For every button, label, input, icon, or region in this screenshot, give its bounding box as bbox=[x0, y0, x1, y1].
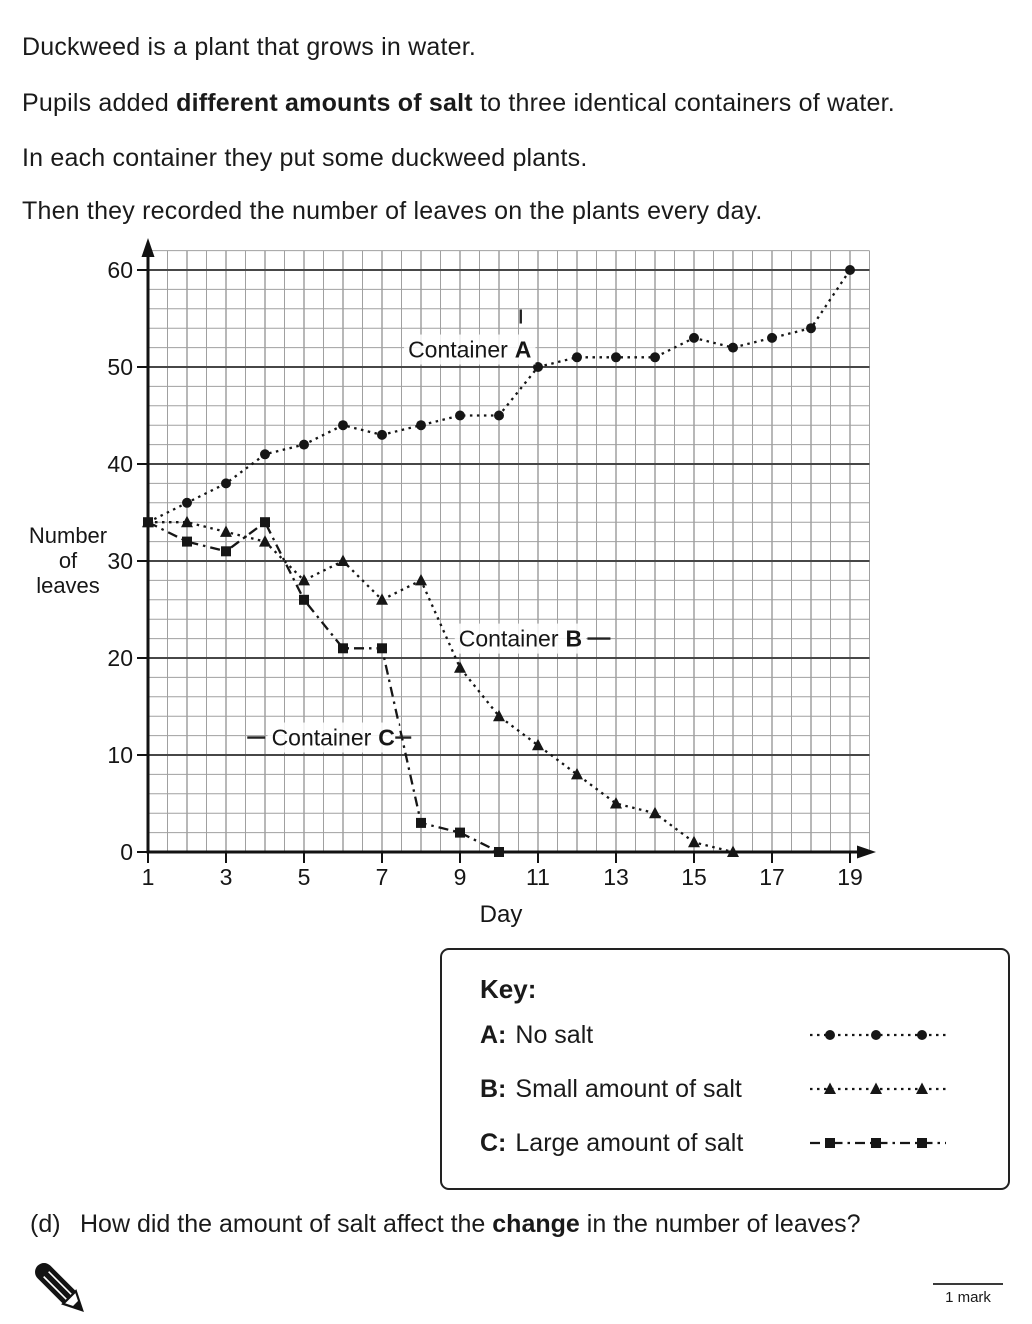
svg-text:1: 1 bbox=[141, 864, 155, 890]
svg-text:5: 5 bbox=[297, 864, 311, 890]
svg-text:9: 9 bbox=[453, 864, 467, 890]
svg-text:11: 11 bbox=[526, 864, 550, 890]
svg-text:3: 3 bbox=[219, 864, 233, 890]
key-title: Key: bbox=[480, 974, 537, 1004]
series-label-a bbox=[404, 310, 535, 365]
question-number: (d) bbox=[30, 1210, 61, 1238]
svg-text:20: 20 bbox=[107, 645, 133, 671]
svg-text:15: 15 bbox=[681, 864, 707, 890]
svg-text:50: 50 bbox=[107, 354, 133, 380]
svg-text:13: 13 bbox=[603, 864, 629, 890]
svg-text:40: 40 bbox=[107, 451, 133, 477]
question-text: How did the amount of salt affect the change in the number of leaves? bbox=[80, 1210, 861, 1238]
y-axis-label: Number bbox=[28, 523, 108, 548]
svg-text:10: 10 bbox=[107, 742, 133, 768]
svg-text:ContainerC: Container C bbox=[271, 724, 395, 751]
svg-text:ContainerB: Container B bbox=[458, 625, 583, 652]
svg-text:30: 30 bbox=[107, 548, 133, 574]
series-c-line-sample-icon bbox=[808, 1132, 948, 1154]
mark-label: 1 mark bbox=[945, 1289, 991, 1306]
svg-text:ContainerA: Container A bbox=[408, 336, 532, 363]
svg-text:7: 7 bbox=[375, 864, 389, 890]
series-a-line-sample-icon bbox=[808, 1024, 948, 1046]
svg-text:0: 0 bbox=[120, 839, 133, 865]
intro-line-4: Then they recorded the number of leaves on the plants every day. bbox=[22, 197, 763, 225]
svg-text:19: 19 bbox=[837, 864, 863, 890]
y-axis-label: of bbox=[58, 548, 78, 573]
chart-key-box bbox=[440, 948, 1010, 1190]
key-row-b: B: Small amount of salt bbox=[480, 1072, 985, 1106]
svg-text:17: 17 bbox=[759, 864, 785, 890]
intro-line-3: In each container they put some duckweed plants. bbox=[22, 144, 588, 172]
x-axis-label: Day bbox=[479, 901, 523, 928]
pencil-icon bbox=[16, 1244, 106, 1324]
intro-line-2: Pupils added different amounts of salt to three identical containers of water. bbox=[22, 89, 895, 117]
question-d bbox=[30, 1210, 861, 1239]
y-axis-label: leaves bbox=[36, 573, 100, 598]
series-b-line-sample-icon bbox=[808, 1078, 948, 1100]
intro-line-1: Duckweed is a plant that grows in water. bbox=[22, 33, 477, 61]
key-row-a: A: No salt bbox=[480, 1018, 985, 1052]
key-row-c: C: Large amount of salt bbox=[480, 1126, 985, 1160]
svg-text:60: 60 bbox=[107, 257, 133, 283]
series-label-c bbox=[247, 723, 411, 753]
mark-score-line bbox=[933, 1283, 1003, 1285]
